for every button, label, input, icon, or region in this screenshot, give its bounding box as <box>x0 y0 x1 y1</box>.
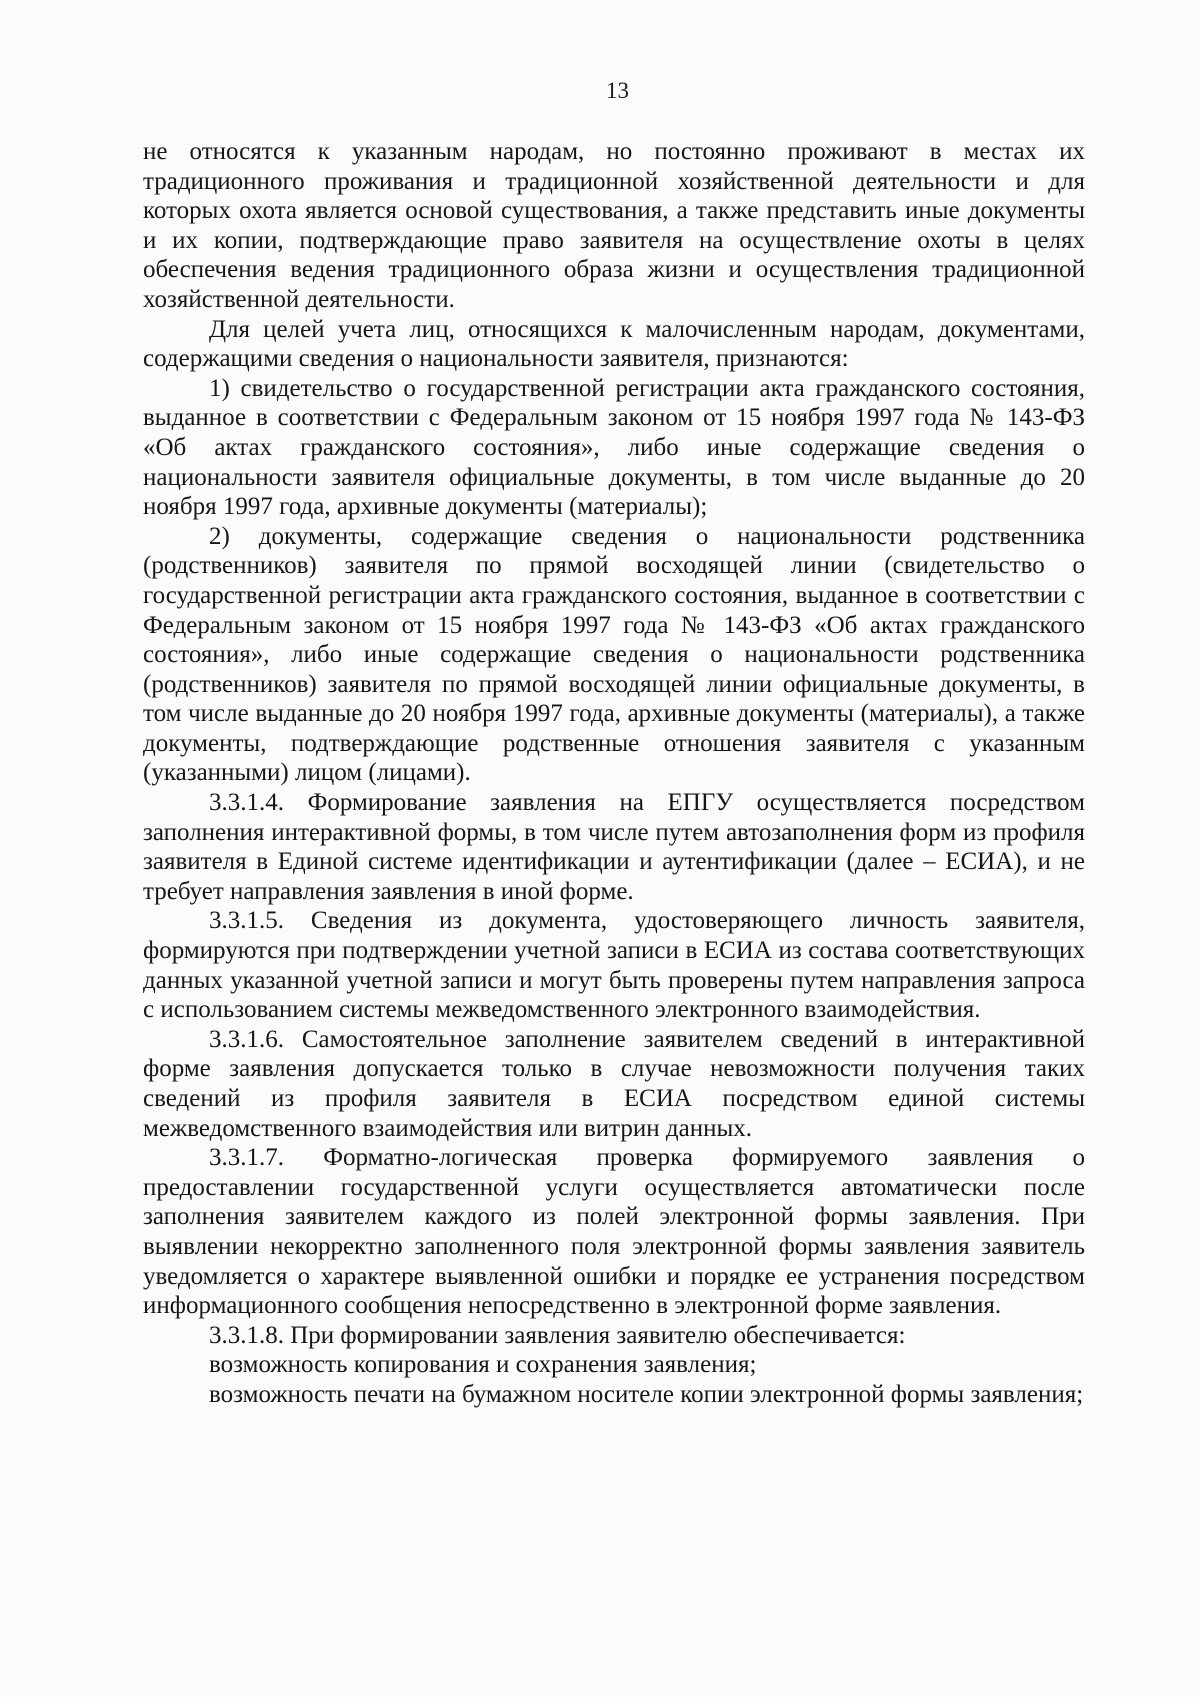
paragraph: возможность копирования и сохранения заявления; <box>209 1351 757 1379</box>
clause-paragraph: 3.3.1.4. Формирование заявления на ЕПГУ осуществляется посредством заполнения интерактивной формы, в том числе путем автозаполнения форм из профиля заявителя в Единой системе идентификации и аутентификации (далее – ЕСИА), и не требует направления заявления в иной форме. <box>143 789 1085 905</box>
clause-paragraph: 3.3.1.8. При формировании заявления заявителю обеспечивается: <box>209 1321 906 1349</box>
list-item-paragraph: 1) свидетельство о государственной регистрации акта гражданского состояния, выданное в соответствии с Федеральным законом от 15 ноября 1997 года № 143-ФЗ «Об актах гражданского состояния», либо иные содержащие сведения о национальности заявителя официальные документы, в том числе выданные до 20 ноября 1997 года, архивные документы (материалы); <box>143 374 1085 521</box>
paragraph: не относятся к указанным народам, но постоянно проживают в местах их традиционного проживания и традиционной хозяйственной деятельности и для которых охота является основой существования, а также представить иные документы и их копии, подтверждающие право заявителя на осуществление охоты в целях обеспечения ведения традиционного образа жизни и осуществления традиционной хозяйственной деятельности. <box>143 138 1085 313</box>
clause-paragraph: 3.3.1.5. Сведения из документа, удостоверяющего личность заявителя, формируются при подтверждении учетной записи в ЕСИА из состава соответствующих данных указанной учетной записи и могут быть проверены путем направления запроса с использованием системы межведомственного электронного взаимодействия. <box>143 907 1085 1024</box>
clause-paragraph: 3.3.1.7. Форматно-логическая проверка формируемого заявления о предоставлении государственной услуги осуществляется автоматически после заполнения заявителем каждого из полей электронной формы заявления. При выявлении некорректно заполненного поля электронной формы заявления заявитель уведомляется о характере выявленной ошибки и порядке ее устранения посредством информационного сообщения непосредственно в электронной форме заявления. <box>143 1144 1085 1320</box>
paragraph: возможность печати на бумажном носителе копии электронной формы заявления; <box>209 1380 1084 1408</box>
clause-paragraph: 3.3.1.6. Самостоятельное заполнение заявителем сведений в интерактивной форме заявления допускается только в случае невозможности получения таких сведений из профиля заявителя в ЕСИА посредством единой системы межведомственного взаимодействия или витрин данных. <box>143 1025 1085 1142</box>
document-body <box>143 137 1085 1410</box>
paragraph: Для целей учета лиц, относящихся к малочисленным народам, документами, содержащими сведения о национальности заявителя, признаются: <box>143 315 1085 373</box>
list-item-paragraph: 2) документы, содержащие сведения о национальности родственника (родственников) заявителя по прямой восходящей линии (свидетельство о государственной регистрации акта гражданского состояния, выданное в соответствии с Федеральным законом от 15 ноября 1997 года № 143-ФЗ «Об актах гражданского состояния», либо иные содержащие сведения о национальности родственника (родственников) заявителя по прямой восходящей линии официальные документы, в том числе выданные до 20 ноября 1997 года, архивные документы (материалы), а также документы, подтверждающие родственные отношения заявителя с указанным (указанными) лицом (лицами). <box>143 522 1085 787</box>
page-number: 13 <box>606 78 629 103</box>
